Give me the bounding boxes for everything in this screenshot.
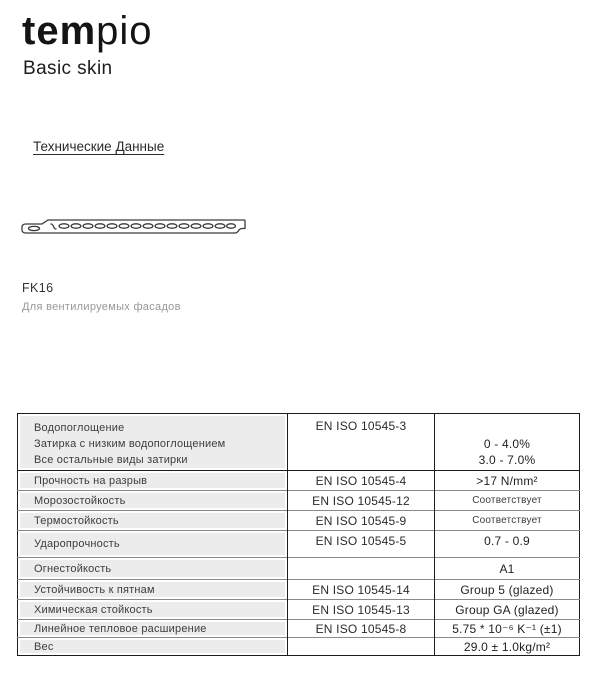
spec-value-cell: [435, 620, 580, 638]
spec-standard: EN ISO 10545-5: [315, 534, 407, 548]
spec-standard: EN ISO 10545-12: [312, 493, 410, 508]
spec-standard: EN ISO 10545-9: [315, 513, 407, 528]
spec-standard-cell: [288, 558, 435, 580]
table-row: [18, 511, 580, 531]
profile-hole: [131, 224, 141, 228]
spec-value: Group 5 (glazed): [460, 582, 554, 597]
profile-hole: [167, 224, 177, 228]
spec-standard-cell: [288, 491, 435, 511]
table-row: [18, 531, 580, 558]
spec-standard-cell: [288, 471, 435, 491]
spec-value: 0 - 4.0%: [483, 437, 531, 451]
spec-value: A1: [499, 561, 515, 576]
spec-label: Морозостойкость: [34, 494, 126, 507]
spec-standard-cell: [288, 511, 435, 531]
product-description: Для вентилируемых фасадов: [22, 301, 181, 313]
spec-standard: EN ISO 10545-13: [312, 602, 410, 617]
profile-hole: [227, 224, 236, 228]
spec-value-cell: [435, 600, 580, 620]
profile-hole: [179, 224, 189, 228]
profile-hole: [95, 224, 105, 228]
table-row: [18, 491, 580, 511]
spec-label: Водопоглощение: [34, 422, 125, 434]
table-row: [18, 620, 580, 638]
spec-label-cell: [18, 580, 288, 600]
profile-hole: [155, 224, 165, 228]
spec-standard-cell: [288, 531, 435, 558]
profile-hole: [107, 224, 117, 228]
profile-hole: [143, 224, 153, 228]
spec-standard-cell: [288, 620, 435, 638]
spec-value-cell: [435, 558, 580, 580]
spec-value: 5.75 * 10⁻⁶ K⁻¹ (±1): [452, 621, 562, 636]
profile-hole: [59, 224, 69, 228]
spec-value: 0.7 - 0.9: [484, 534, 530, 548]
brand-logo-light-part: pio: [96, 9, 153, 53]
spec-label: Прочность на разрыв: [34, 474, 148, 487]
product-code: FK16: [22, 281, 54, 295]
spec-value-cell: [435, 580, 580, 600]
spec-value-cell: [435, 638, 580, 656]
profile-hole: [83, 224, 93, 228]
spec-value: Соответствует: [472, 495, 542, 506]
table-row: [18, 471, 580, 491]
spec-label: Линейное тепловое расширение: [34, 622, 207, 635]
spec-table-body: [18, 414, 580, 656]
spec-label-cell: [18, 491, 288, 511]
spec-value: Соответствует: [472, 515, 542, 526]
spec-standard-cell: [288, 580, 435, 600]
spec-standard-cell: [288, 414, 435, 471]
spec-value-cell: [435, 511, 580, 531]
table-row: [18, 600, 580, 620]
brand-logo-bold-part: tem: [22, 9, 97, 53]
panel-cross-section-drawing: [18, 213, 250, 241]
spec-value: 3.0 - 7.0%: [478, 453, 536, 467]
technical-data-table: [17, 413, 580, 656]
brand-logo: [22, 8, 153, 54]
section-title-technical-data: Технические Данные: [33, 139, 165, 154]
spec-label-cell: [18, 600, 288, 620]
spec-label: Все остальные виды затирки: [34, 454, 188, 466]
profile-hole: [191, 224, 201, 228]
spec-standard: EN ISO 10545-14: [312, 582, 410, 597]
spec-value-cell: [435, 531, 580, 558]
table-row: [18, 580, 580, 600]
spec-standard-cell: [288, 638, 435, 656]
spec-value-cell: [435, 491, 580, 511]
spec-label: Огнестойкость: [34, 562, 112, 575]
spec-label: Ударопрочность: [34, 538, 120, 550]
spec-value-cell: [435, 414, 580, 471]
spec-label-cell: [18, 471, 288, 491]
spec-value: 29.0 ± 1.0kg/m²: [463, 639, 551, 654]
spec-label: Вес: [34, 640, 54, 653]
table-row: [18, 414, 580, 471]
spec-label-cell: [18, 638, 288, 656]
profile-hole: [29, 226, 40, 230]
table-row: [18, 558, 580, 580]
spec-label-cell: [18, 511, 288, 531]
profile-hole: [215, 224, 225, 228]
spec-value: [435, 420, 579, 436]
spec-value-cell: [435, 471, 580, 491]
spec-value: Group GA (glazed): [455, 602, 559, 617]
spec-standard-cell: [288, 600, 435, 620]
spec-label-cell: [18, 414, 288, 471]
spec-label: Термостойкость: [34, 514, 119, 527]
table-row: [18, 638, 580, 656]
spec-standard: EN ISO 10545-3: [315, 419, 407, 433]
spec-label: Химическая стойкость: [34, 603, 153, 616]
spec-label-cell: [18, 558, 288, 580]
spec-value: >17 N/mm²: [476, 473, 538, 488]
spec-label-cell: [18, 531, 288, 558]
profile-hole: [203, 224, 213, 228]
spec-label-cell: [18, 620, 288, 638]
profile-hole: [71, 224, 81, 228]
product-line-title: Basic skin: [23, 58, 113, 79]
spec-label: Затирка с низким водопоглощением: [34, 438, 226, 450]
profile-hole: [119, 224, 129, 228]
spec-standard: EN ISO 10545-8: [315, 621, 407, 636]
spec-standard: EN ISO 10545-4: [315, 473, 407, 488]
spec-label: Устойчивость к пятнам: [34, 583, 155, 596]
